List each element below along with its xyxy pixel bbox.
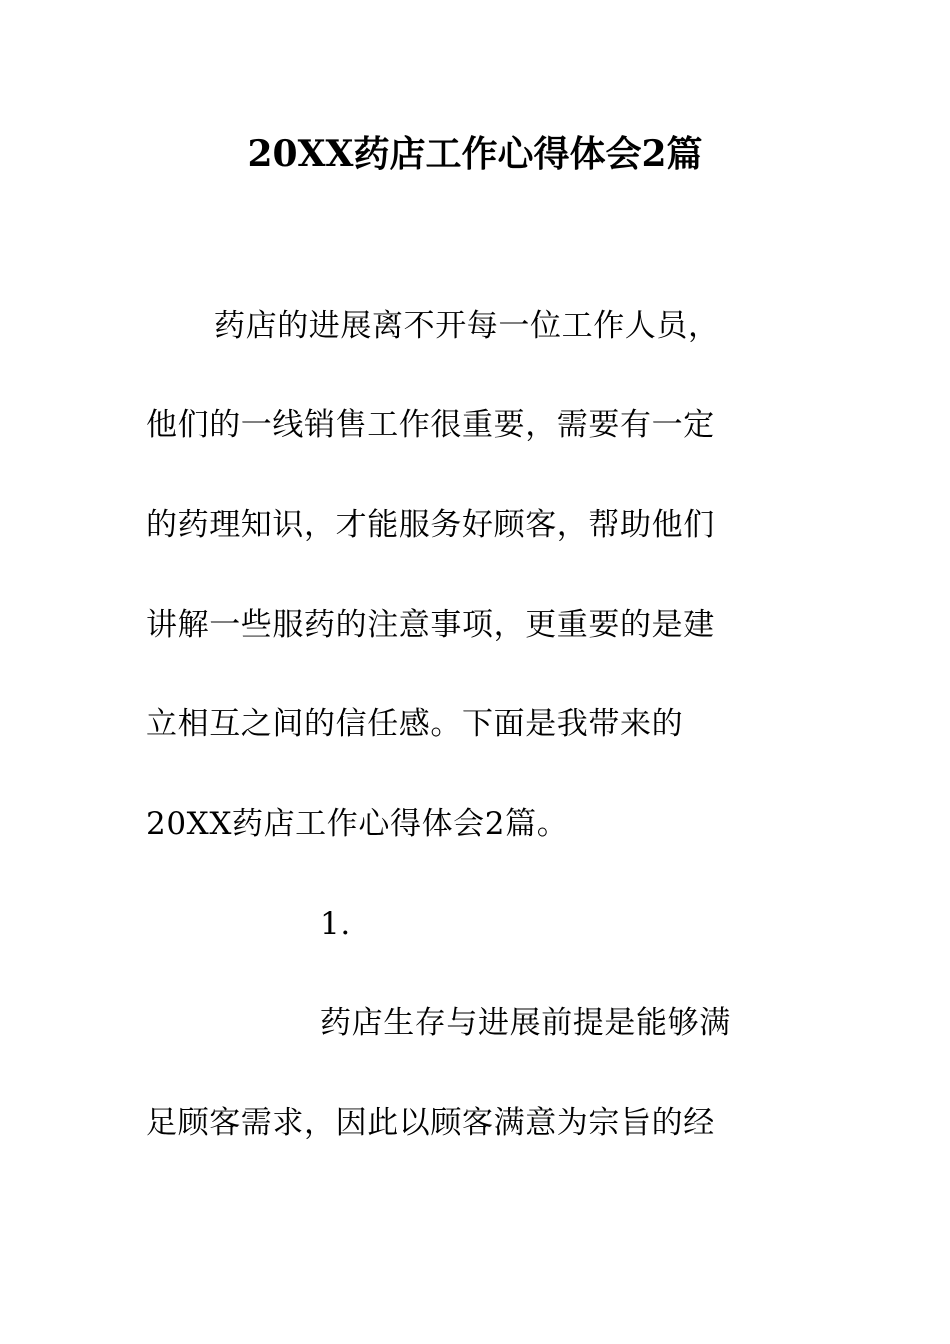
paragraph-line: 20XX药店工作心得体会2篇。	[146, 806, 569, 842]
paragraph-line: 讲解一些服药的注意事项，更重要的是建	[146, 607, 715, 643]
paragraph-line: 药店生存与进展前提是能够满	[320, 1005, 731, 1041]
section-number: 1.	[320, 906, 351, 942]
paragraph-line: 立相互之间的信任感。下面是我带来的	[146, 706, 684, 742]
paragraph-line: 他们的一线销售工作很重要，需要有一定	[146, 407, 715, 443]
document-title: 20XX药店工作心得体会2篇	[247, 133, 703, 175]
paragraph-line: 药店的进展离不开每一位工作人员，	[214, 308, 720, 344]
paragraph-line: 的药理知识，才能服务好顾客，帮助他们	[146, 507, 715, 543]
paragraph-line: 足顾客需求，因此以顾客满意为宗旨的经	[146, 1105, 715, 1141]
